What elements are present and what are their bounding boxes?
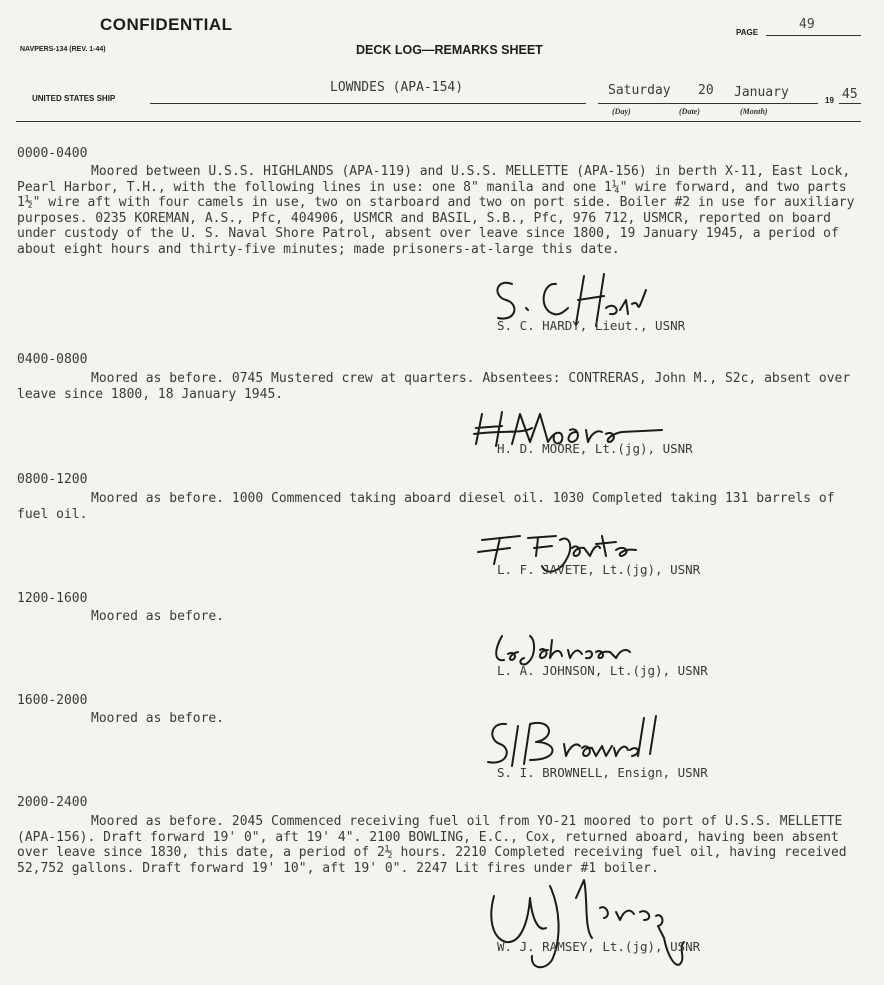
form-number: NAVPERS-134 (REV. 1-44) xyxy=(20,46,106,53)
date-caption: (Date) xyxy=(679,107,700,116)
page-number: 49 xyxy=(799,17,815,32)
watch-period: 0000-0400 xyxy=(17,146,88,161)
officer-signature-line: W. J. RAMSEY, Lt.(jg), USNR xyxy=(497,939,701,954)
day-value: Saturday xyxy=(608,83,671,98)
date-line xyxy=(598,103,818,104)
watch-remarks: Moored as before. 2045 Commenced receiving fuel oil from YO-21 moored to port of U.S.S. MELLETTE (APA-156). Draft forward 19' 0", aft 19' 4". 2100 BOWLING, E.C., Cox, returned aboard, having been absent over leave since 1830, this date, a period of 2½ hours. 2210 Completed receiving fuel oil, having received 52,752 gallons. Draft forward 19' 10", aft 19' 0". 2247 Lit fires under #1 boiler. xyxy=(17,814,847,876)
ship-name-line xyxy=(150,103,586,104)
ramsey-signature-graphic xyxy=(480,868,710,976)
watch-period: 1600-2000 xyxy=(17,693,88,708)
officer-signature-line: S. I. BROWNELL, Ensign, USNR xyxy=(497,765,708,780)
watch-remarks: Moored between U.S.S. HIGHLANDS (APA-119) and U.S.S. MELLETTE (APA-156) in berth X-11, East Lock, Pearl Harbor, T.H., with the following lines in use: one 8" manila and one 1¼" wire forward, and two parts 1½" wire aft with four camels in use, two on starboard and two on port side. Boiler #2 in use for auxiliary purposes. 0235 KOREMAN, A.S., Pfc, 404906, USMCR and BASIL, S.B., Pfc, 976 712, USMCR, reported on board under custody of the U. S. Naval Shore Patrol, absent over leave since 1800, 19 January 1945, a period of about eight hours and thirty-five minutes; made prisoners-at-large this date. xyxy=(17,164,855,257)
officer-signature-line: L. F. JAVETE, Lt.(jg), USNR xyxy=(497,562,701,577)
watch-remarks: Moored as before. xyxy=(91,711,225,726)
officer-signature-line: S. C. HARDY, Lieut., USNR xyxy=(497,318,686,333)
watch-remarks: Moored as before. 1000 Commenced taking aboard diesel oil. 1030 Completed taking 131 barrels of fuel oil. xyxy=(17,491,835,522)
officer-signature-line: L. A. JOHNSON, Lt.(jg), USNR xyxy=(497,663,708,678)
watch-period: 0400-0800 xyxy=(17,352,88,367)
month-caption: (Month) xyxy=(740,107,768,116)
watch-period: 2000-2400 xyxy=(17,795,88,810)
watch-period: 0800-1200 xyxy=(17,472,88,487)
month-value: January xyxy=(734,85,789,100)
ship-label: UNITED STATES SHIP xyxy=(32,94,116,103)
page-number-line xyxy=(766,35,861,36)
page-label: PAGE xyxy=(736,28,759,37)
sheet-title: DECK LOG—REMARKS SHEET xyxy=(356,43,543,57)
brownell-signature-graphic xyxy=(478,714,668,770)
officer-signature-line: H. D. MOORE, Lt.(jg), USNR xyxy=(497,441,693,456)
classification-stamp: CONFIDENTIAL xyxy=(100,15,233,34)
day-caption: (Day) xyxy=(612,107,631,116)
watch-remarks: Moored as before. xyxy=(91,609,225,624)
year-line xyxy=(839,103,861,104)
watch-remarks: Moored as before. 0745 Mustered crew at quarters. Absentees: CONTRERAS, John M., S2c, absent over leave since 1800, 18 January 1945. xyxy=(17,371,851,402)
date-value: 20 xyxy=(698,83,714,98)
ship-name: LOWNDES (APA-154) xyxy=(330,80,464,95)
year-prefix: 19 xyxy=(825,96,834,105)
year-value: 45 xyxy=(842,87,858,102)
header-rule xyxy=(16,121,861,122)
watch-period: 1200-1600 xyxy=(17,591,88,606)
